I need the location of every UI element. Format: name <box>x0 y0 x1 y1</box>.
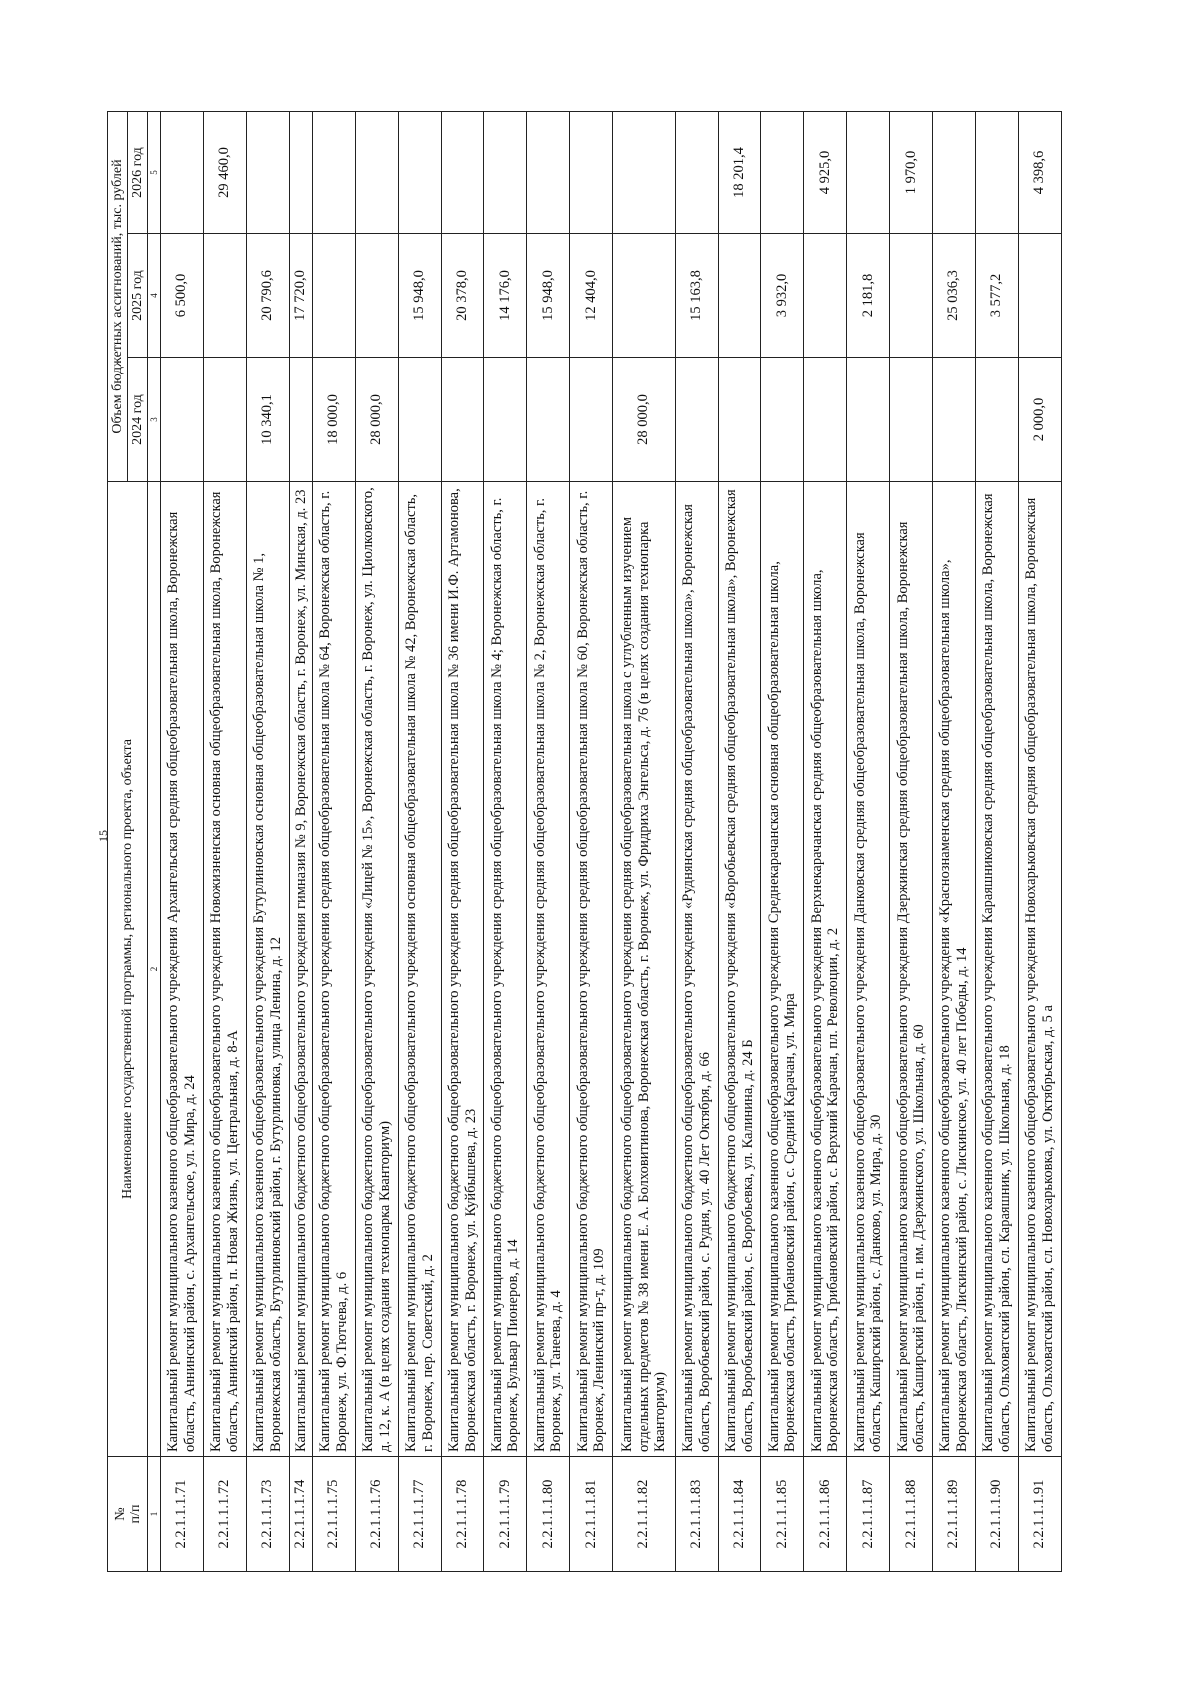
row-number: 2.2.1.1.1.77 <box>398 1457 441 1572</box>
column-index: 2 <box>148 482 161 1457</box>
value-2025: 15 948,0 <box>398 234 441 358</box>
value-2025 <box>890 234 933 358</box>
row-number: 2.2.1.1.1.83 <box>675 1457 718 1572</box>
value-2025: 15 948,0 <box>527 234 570 358</box>
header-year-2025: 2025 год <box>128 234 148 358</box>
value-2025: 3 932,0 <box>761 234 804 358</box>
table-row <box>570 111 613 1571</box>
value-2026 <box>975 111 1018 233</box>
column-index: 1 <box>148 1457 161 1572</box>
value-2026 <box>570 111 613 233</box>
header-budget: Объем бюджетных ассигнований, тыс. рублей <box>108 111 128 481</box>
value-2024: 2 000,0 <box>1018 358 1061 482</box>
value-2025: 14 176,0 <box>484 234 527 358</box>
table-row <box>484 111 527 1571</box>
row-number: 2.2.1.1.1.78 <box>441 1457 484 1572</box>
table-body <box>161 111 1062 1571</box>
value-2025: 25 036,3 <box>933 234 976 358</box>
value-2024 <box>289 358 312 482</box>
value-2025: 17 720,0 <box>289 234 312 358</box>
value-2026: 18 201,4 <box>718 111 761 233</box>
object-name: Капитальный ремонт муниципального бюджетного общеобразовательного учреждения «Лицей № 15», Воронежская область, г. Воронеж, ул. Циолковского, д. 12, к. А (в целях создания технопарка Кванториум) <box>355 482 398 1457</box>
object-name: Капитальный ремонт муниципального бюджетного общеобразовательного учреждения средняя общеобразовательная школа с углубленным изучением отдельных предметов № 38 имени Е. А. Болховитинова, Воронежская область, г. Воронеж, ул. Фридриха Энгельса, д. 76 (в целях создания технопарка Кванториум) <box>613 482 676 1457</box>
column-index: 5 <box>148 111 161 233</box>
value-2025 <box>203 234 246 358</box>
page-number: 15 <box>96 830 110 842</box>
value-2026: 4 925,0 <box>804 111 847 233</box>
row-number: 2.2.1.1.1.71 <box>161 1457 204 1572</box>
value-2026 <box>761 111 804 233</box>
table-row <box>718 111 761 1571</box>
row-number: 2.2.1.1.1.87 <box>847 1457 890 1572</box>
row-number: 2.2.1.1.1.85 <box>761 1457 804 1572</box>
value-2026 <box>847 111 890 233</box>
value-2025: 12 404,0 <box>570 234 613 358</box>
value-2024 <box>761 358 804 482</box>
object-name: Капитальный ремонт муниципального казенного общеобразовательного учреждения Дзержинская средняя общеобразовательная школа, Воронежская область, Каширский район, п. им. Дзержинского, ул. Школьная, д. 60 <box>890 482 933 1457</box>
object-name: Капитальный ремонт муниципального бюджетного общеобразовательного учреждения средняя общеобразовательная школа № 2, Воронежская область, г. Воронеж, ул. Танеева, д. 4 <box>527 482 570 1457</box>
value-2024 <box>933 358 976 482</box>
value-2024 <box>484 358 527 482</box>
table-row <box>761 111 804 1571</box>
value-2024 <box>570 358 613 482</box>
value-2024 <box>975 358 1018 482</box>
value-2026 <box>613 111 676 233</box>
table-row <box>975 111 1018 1571</box>
table-header <box>108 111 161 1571</box>
value-2024 <box>847 358 890 482</box>
object-name: Капитальный ремонт муниципального бюджетного общеобразовательного учреждения «Руднянская средняя общеобразовательная школа», Воронежская область, Воробьевский район, с. Рудня, ул. 40 Лет Октября, д. 66 <box>675 482 718 1457</box>
value-2025: 20 378,0 <box>441 234 484 358</box>
table-row <box>890 111 933 1571</box>
value-2025 <box>355 234 398 358</box>
object-name: Капитальный ремонт муниципального казенного общеобразовательного учреждения Данковская средняя общеобразовательная школа, Воронежская область, Каширский район, с. Данково, ул. Мира, д. 30 <box>847 482 890 1457</box>
object-name: Капитальный ремонт муниципального казенного общеобразовательного учреждения Среднекарачанская основная общеобразовательная школа, Воронежская область, Грибановский район, с. Средний Карачан, ул. Мира <box>761 482 804 1457</box>
value-2026 <box>312 111 355 233</box>
value-2024 <box>804 358 847 482</box>
row-number: 2.2.1.1.1.86 <box>804 1457 847 1572</box>
row-number: 2.2.1.1.1.76 <box>355 1457 398 1572</box>
column-index-row <box>148 111 161 1571</box>
value-2026 <box>355 111 398 233</box>
value-2024 <box>203 358 246 482</box>
table-row <box>289 111 312 1571</box>
value-2024 <box>675 358 718 482</box>
value-2026 <box>484 111 527 233</box>
value-2026 <box>675 111 718 233</box>
value-2026 <box>527 111 570 233</box>
column-index: 4 <box>148 234 161 358</box>
row-number: 2.2.1.1.1.90 <box>975 1457 1018 1572</box>
object-name: Капитальный ремонт муниципального бюджетного общеобразовательного учреждения гимназия № 9, Воронежская область, г. Воронеж, ул. Минская, д. 23 <box>289 482 312 1457</box>
value-2026 <box>933 111 976 233</box>
row-number: 2.2.1.1.1.75 <box>312 1457 355 1572</box>
value-2025: 20 790,6 <box>246 234 289 358</box>
row-number: 2.2.1.1.1.73 <box>246 1457 289 1572</box>
object-name: Капитальный ремонт муниципального бюджетного общеобразовательного учреждения средняя общеобразовательная школа № 60, Воронежская область, г. Воронеж, Ленинский пр-т, д. 109 <box>570 482 613 1457</box>
value-2025 <box>718 234 761 358</box>
table-row <box>312 111 355 1571</box>
value-2026 <box>246 111 289 233</box>
object-name: Капитальный ремонт муниципального казенного общеобразовательного учреждения «Краснознаменская средняя общеобразовательная школа», Воронежская область, Лискинский район, с. Лискинское, ул. 40 лет Победы, д. 14 <box>933 482 976 1457</box>
row-number: 2.2.1.1.1.81 <box>570 1457 613 1572</box>
object-name: Капитальный ремонт муниципального казенного общеобразовательного учреждения Новожизненская основная общеобразовательная школа, Воронежская область, Аннинский район, п. Новая Жизнь, ул. Центральная, д. 8-А <box>203 482 246 1457</box>
value-2024: 10 340,1 <box>246 358 289 482</box>
value-2024: 28 000,0 <box>613 358 676 482</box>
value-2025 <box>804 234 847 358</box>
column-index: 3 <box>148 358 161 482</box>
object-name: Капитальный ремонт муниципального бюджетного общеобразовательного учреждения средняя общеобразовательная школа № 4; Воронежская область, г. Воронеж, Бульвар Пионеров, д. 14 <box>484 482 527 1457</box>
value-2024 <box>441 358 484 482</box>
value-2026 <box>398 111 441 233</box>
value-2024 <box>718 358 761 482</box>
value-2025: 2 181,8 <box>847 234 890 358</box>
object-name: Капитальный ремонт муниципального бюджетного общеобразовательного учреждения средняя общеобразовательная школа № 36 имени И.Ф. Артамонова, Воронежская область, г. Воронеж, ул. Куйбышева, д. 23 <box>441 482 484 1457</box>
object-name: Капитальный ремонт муниципального казенного общеобразовательного учреждения Верхнекарачанская средняя общеобразовательная школа, Воронежская область, Грибановский район, с. Верхний Карачан, пл. Революции, д. 2 <box>804 482 847 1457</box>
object-name: Капитальный ремонт муниципального казенного общеобразовательного учреждения Архангельская средняя общеобразовательная школа, Воронежская область, Аннинский район, с. Архангельское, ул. Мира, д. 24 <box>161 482 204 1457</box>
table-row <box>847 111 890 1571</box>
row-number: 2.2.1.1.1.79 <box>484 1457 527 1572</box>
value-2025 <box>1018 234 1061 358</box>
value-2024 <box>527 358 570 482</box>
row-number: 2.2.1.1.1.89 <box>933 1457 976 1572</box>
object-name: Капитальный ремонт муниципального бюджетного общеобразовательного учреждения средняя общеобразовательная школа № 64, Воронежская область, г. Воронеж, ул. Ф.Тютчева, д. 6 <box>312 482 355 1457</box>
value-2026: 29 460,0 <box>203 111 246 233</box>
value-2025: 6 500,0 <box>161 234 204 358</box>
budget-table <box>107 111 1062 1572</box>
header-year-2026: 2026 год <box>128 111 148 233</box>
rotated-page <box>107 112 1062 1572</box>
table-row <box>933 111 976 1571</box>
object-name: Капитальный ремонт муниципального бюджетного общеобразовательного учреждения основная общеобразовательная школа № 42, Воронежская область, г. Воронеж, пер. Советский, д. 2 <box>398 482 441 1457</box>
value-2024: 28 000,0 <box>355 358 398 482</box>
value-2026: 4 398,6 <box>1018 111 1061 233</box>
table-row <box>1018 111 1061 1571</box>
object-name: Капитальный ремонт муниципального казенного общеобразовательного учреждения Новохарьковская средняя общеобразовательная школа, Воронежская область, Ольховатский район, сл. Новохарьковка, ул. Октябрьская, д. 5 а <box>1018 482 1061 1457</box>
header-year-2024: 2024 год <box>128 358 148 482</box>
value-2025: 15 163,8 <box>675 234 718 358</box>
row-number: 2.2.1.1.1.91 <box>1018 1457 1061 1572</box>
value-2025 <box>312 234 355 358</box>
table-row <box>203 111 246 1571</box>
table-row <box>804 111 847 1571</box>
table-row <box>441 111 484 1571</box>
row-number: 2.2.1.1.1.72 <box>203 1457 246 1572</box>
value-2024 <box>161 358 204 482</box>
table-row <box>161 111 204 1571</box>
row-number: 2.2.1.1.1.84 <box>718 1457 761 1572</box>
value-2026 <box>441 111 484 233</box>
table-row <box>613 111 676 1571</box>
table-row <box>355 111 398 1571</box>
row-number: 2.2.1.1.1.82 <box>613 1457 676 1572</box>
value-2024 <box>890 358 933 482</box>
value-2025: 3 577,2 <box>975 234 1018 358</box>
row-number: 2.2.1.1.1.80 <box>527 1457 570 1572</box>
header-name: Наименование государственной программы, регионального проекта, объекта <box>108 482 148 1457</box>
header-num: № п/п <box>108 1457 148 1572</box>
table-row <box>527 111 570 1571</box>
object-name: Капитальный ремонт муниципального казенного общеобразовательного учреждения Бутурлиновская основная общеобразовательная школа № 1, Воронежская область, Бутурлиновский район, г. Бутурлиновка, улица Ленина, д. 12 <box>246 482 289 1457</box>
table-row <box>398 111 441 1571</box>
value-2024 <box>398 358 441 482</box>
row-number: 2.2.1.1.1.74 <box>289 1457 312 1572</box>
value-2026: 1 970,0 <box>890 111 933 233</box>
value-2025 <box>613 234 676 358</box>
object-name: Капитальный ремонт муниципального бюджетного общеобразовательного учреждения «Воробьевская средняя общеобразовательная школа», Воронежская область, Воробьевский район, с. Воробьевка, ул. Калинина, д. 24 Б <box>718 482 761 1457</box>
row-number: 2.2.1.1.1.88 <box>890 1457 933 1572</box>
value-2026 <box>161 111 204 233</box>
object-name: Капитальный ремонт муниципального казенного общеобразовательного учреждения Караяшниковская средняя общеобразовательная школа, Воронежская область, Ольховатский район, сл. Караяшник, ул. Школьная, д. 18 <box>975 482 1018 1457</box>
value-2024: 18 000,0 <box>312 358 355 482</box>
table-row <box>246 111 289 1571</box>
table-row <box>675 111 718 1571</box>
value-2026 <box>289 111 312 233</box>
